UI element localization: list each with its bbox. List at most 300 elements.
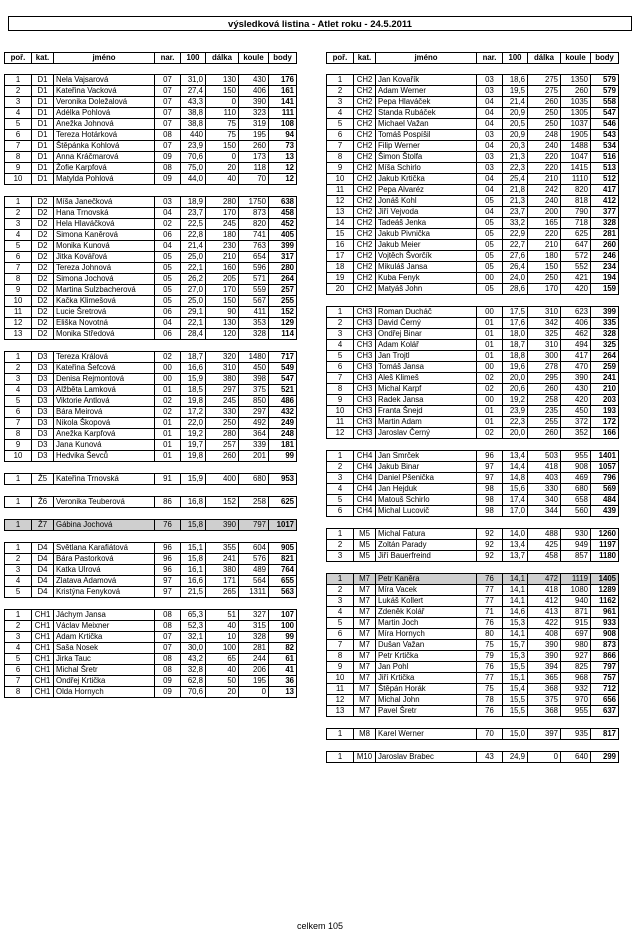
category-cell: CH3: [354, 362, 376, 373]
sprint-100-cell: 22,1: [181, 318, 206, 329]
points-cell: 439: [591, 506, 619, 517]
rank-cell: 3: [327, 551, 354, 562]
points-header: body: [591, 53, 619, 64]
points-cell: 817: [591, 729, 619, 740]
name-cell: Karel Werner: [376, 729, 477, 740]
birth-year-cell: 97: [477, 462, 503, 473]
shot-put-cell: 932: [561, 684, 591, 695]
shot-put-cell: 850: [239, 396, 269, 407]
category-cell: D4: [32, 587, 54, 598]
sprint-100-cell: 21,3: [503, 152, 528, 163]
rank-cell: 1: [327, 529, 354, 540]
shot-put-cell: 1488: [561, 141, 591, 152]
sprint-100-cell: 15,4: [503, 684, 528, 695]
shot-put-cell: 1047: [561, 152, 591, 163]
name-cell: Pavel Šretr: [376, 706, 477, 717]
rank-cell: 6: [5, 407, 32, 418]
birth-year-cell: 01: [477, 351, 503, 362]
result-row: [5, 307, 297, 318]
rank-cell: 2: [5, 86, 32, 97]
result-row: [327, 340, 619, 351]
name-cell: Štěpánka Kohlová: [54, 141, 155, 152]
result-row: [5, 241, 297, 252]
category-cell: CH3: [354, 373, 376, 384]
name-cell: Michael Važan: [376, 119, 477, 130]
group-spacer: [327, 295, 619, 307]
long-jump-cell: 260: [528, 97, 561, 108]
category-cell: M7: [354, 629, 376, 640]
long-jump-cell: 250: [528, 108, 561, 119]
group-spacer: [5, 64, 297, 75]
category-cell: CH2: [354, 284, 376, 295]
long-jump-cell: 418: [528, 462, 561, 473]
long-jump-cell: 295: [528, 373, 561, 384]
shot-put-cell: 398: [239, 374, 269, 385]
header-row: [327, 53, 619, 64]
long-jump-cell: 75: [206, 130, 239, 141]
points-cell: 159: [591, 284, 619, 295]
result-row: [5, 174, 297, 185]
rank-cell: 9: [327, 163, 354, 174]
rank-cell: 7: [327, 640, 354, 651]
long-jump-cell: 90: [206, 307, 239, 318]
result-row: [327, 119, 619, 130]
sprint-100-cell: 75,0: [181, 163, 206, 174]
category-cell: D4: [32, 543, 54, 554]
points-cell: 181: [269, 440, 297, 451]
shot-put-cell: 825: [561, 662, 591, 673]
points-cell: 36: [269, 676, 297, 687]
result-row: [327, 75, 619, 86]
shot-put-cell: 258: [239, 497, 269, 508]
long-jump-cell: 255: [528, 417, 561, 428]
shot-put-cell: 206: [239, 665, 269, 676]
points-cell: 377: [591, 207, 619, 218]
shot-put-cell: 406: [239, 86, 269, 97]
shot-put-cell: 680: [561, 484, 591, 495]
long-jump-cell: 260: [206, 451, 239, 462]
shot-put-cell: 763: [239, 241, 269, 252]
long-jump-cell: 278: [528, 362, 561, 373]
result-row: [327, 684, 619, 695]
name-cell: Michal John: [376, 695, 477, 706]
result-row: [327, 86, 619, 97]
shot-put-cell: 462: [561, 329, 591, 340]
shot-put-cell: 1119: [561, 574, 591, 585]
rank-cell: 18: [327, 262, 354, 273]
sprint-100-cell: 23,9: [503, 406, 528, 417]
sprint-100-cell: 19,2: [503, 395, 528, 406]
points-cell: 1405: [591, 574, 619, 585]
sprint-100-cell: 15,8: [181, 520, 206, 531]
rank-cell: 5: [327, 618, 354, 629]
long-jump-cell: 150: [528, 262, 561, 273]
shot-put-cell: 352: [561, 428, 591, 439]
sprint-100-cell: 17,6: [503, 318, 528, 329]
long-jump-cell: 20: [206, 163, 239, 174]
rank-cell: 3: [5, 565, 32, 576]
category-cell: M7: [354, 695, 376, 706]
long-jump-cell: 220: [528, 229, 561, 240]
sprint-100-cell: 38,8: [181, 119, 206, 130]
long-jump-cell: 210: [528, 174, 561, 185]
rank-cell: 4: [5, 108, 32, 119]
points-cell: 13: [269, 152, 297, 163]
result-row: [5, 497, 297, 508]
result-row: [327, 473, 619, 484]
long-jump-cell: 403: [528, 473, 561, 484]
rank-cell: 13: [327, 207, 354, 218]
result-row: [5, 474, 297, 485]
shot-put-cell: 420: [561, 284, 591, 295]
birth-year-cell: 96: [155, 554, 181, 565]
birth-year-cell: 02: [477, 373, 503, 384]
name-cell: Bára Meirová: [54, 407, 155, 418]
sprint-100-cell: 52,3: [181, 621, 206, 632]
rank-cell: 5: [5, 396, 32, 407]
rank-cell: 12: [5, 318, 32, 329]
points-cell: 521: [269, 385, 297, 396]
rank-cell: 11: [327, 684, 354, 695]
sprint-100-cell: 14,1: [503, 585, 528, 596]
category-cell: CH2: [354, 229, 376, 240]
birth-year-cell: 04: [155, 318, 181, 329]
long-jump-cell: 220: [528, 163, 561, 174]
rank-cell: 13: [5, 329, 32, 340]
name-cell: Martina Sulzbacherová: [54, 285, 155, 296]
birth-year-cell: 96: [477, 451, 503, 462]
points-cell: 264: [591, 351, 619, 362]
rank-cell: 4: [327, 108, 354, 119]
long-jump-cell: 390: [528, 640, 561, 651]
long-jump-cell: 130: [206, 75, 239, 86]
points-cell: 161: [269, 86, 297, 97]
category-cell: M8: [354, 729, 376, 740]
result-row: [327, 729, 619, 740]
sprint-100-cell: 24,9: [503, 752, 528, 763]
long-jump-cell: 310: [528, 340, 561, 351]
birth-year-cell: 02: [155, 407, 181, 418]
birth-year-cell: 05: [477, 218, 503, 229]
birth-year-cell: 04: [155, 241, 181, 252]
group-spacer: [327, 717, 619, 729]
shot-put-cell: 927: [561, 651, 591, 662]
shot-put-cell: 818: [561, 196, 591, 207]
result-row: [5, 274, 297, 285]
points-cell: 172: [591, 417, 619, 428]
category-header: kat.: [32, 53, 54, 64]
category-cell: CH2: [354, 152, 376, 163]
result-row: [5, 329, 297, 340]
birth-year-cell: 04: [477, 185, 503, 196]
sprint-100-cell: 43,3: [181, 97, 206, 108]
shot-put-cell: 492: [239, 418, 269, 429]
points-cell: 399: [591, 307, 619, 318]
long-jump-cell: 235: [528, 406, 561, 417]
page-title: výsledková listina - Atlet roku - 24.5.2011: [8, 16, 632, 31]
result-row: [5, 576, 297, 587]
rank-cell: 1: [327, 75, 354, 86]
category-cell: CH3: [354, 384, 376, 395]
result-row: [5, 263, 297, 274]
result-row: [327, 229, 619, 240]
shot-put-cell: 390: [239, 97, 269, 108]
shot-put-cell: 820: [561, 185, 591, 196]
sprint-100-cell: 70,6: [181, 687, 206, 698]
birth-year-cell: 80: [477, 629, 503, 640]
sprint-100-cell: 27,0: [181, 285, 206, 296]
rank-cell: 6: [5, 130, 32, 141]
sprint-100-cell: 28,6: [503, 284, 528, 295]
shot-put-cell: 970: [561, 695, 591, 706]
rank-cell: 8: [327, 651, 354, 662]
points-cell: 458: [269, 208, 297, 219]
points-cell: 961: [591, 607, 619, 618]
sprint-100-cell: 17,0: [503, 506, 528, 517]
name-cell: Tereza Johnová: [54, 263, 155, 274]
sprint-100-cell: 16,8: [181, 497, 206, 508]
shot-put-cell: 552: [561, 262, 591, 273]
name-cell: Saša Nosek: [54, 643, 155, 654]
category-cell: D3: [32, 396, 54, 407]
sprint-100-cell: 15,0: [503, 729, 528, 740]
long-jump-cell: 170: [206, 285, 239, 296]
name-cell: Roman Ducháč: [376, 307, 477, 318]
points-cell: 108: [269, 119, 297, 130]
result-row: [5, 451, 297, 462]
long-jump-cell: 245: [206, 396, 239, 407]
rank-cell: 12: [327, 695, 354, 706]
birth-year-cell: 07: [155, 86, 181, 97]
birth-year-cell: 05: [155, 285, 181, 296]
sprint-100-cell: 20,9: [503, 108, 528, 119]
rank-cell: 16: [327, 240, 354, 251]
sprint-100-cell: 22,0: [181, 418, 206, 429]
category-cell: D2: [32, 219, 54, 230]
sprint-100-cell: 18,5: [181, 385, 206, 396]
shot-put-cell: 741: [239, 230, 269, 241]
name-cell: Simona Jochová: [54, 274, 155, 285]
result-row: [5, 108, 297, 119]
rank-cell: 1: [5, 197, 32, 208]
category-cell: D2: [32, 197, 54, 208]
category-cell: M7: [354, 618, 376, 629]
long-jump-cell: 380: [206, 374, 239, 385]
long-jump-cell: 150: [206, 296, 239, 307]
points-cell: 13: [269, 687, 297, 698]
birth-year-cell: 01: [477, 417, 503, 428]
points-cell: 193: [591, 406, 619, 417]
points-cell: 569: [591, 484, 619, 495]
category-cell: M5: [354, 540, 376, 551]
name-cell: Jakub Binar: [376, 462, 477, 473]
result-row: [5, 208, 297, 219]
name-header: jméno: [376, 53, 477, 64]
category-cell: Ž6: [32, 497, 54, 508]
sprint-100-cell: 38,8: [181, 108, 206, 119]
name-cell: Míša Janečková: [54, 197, 155, 208]
sprint-100-cell: 17,5: [503, 307, 528, 318]
long-jump-cell: 250: [528, 273, 561, 284]
birth-year-cell: 09: [155, 174, 181, 185]
result-row: [327, 651, 619, 662]
rank-cell: 14: [327, 218, 354, 229]
shot-put-cell: 339: [239, 440, 269, 451]
category-cell: CH2: [354, 97, 376, 108]
sprint-100-cell: 15,6: [503, 484, 528, 495]
shot-put-cell: 1350: [561, 75, 591, 86]
rank-cell: 11: [5, 307, 32, 318]
long-jump-cell: 40: [206, 174, 239, 185]
sprint-100-cell: 31,0: [181, 75, 206, 86]
rank-cell: 11: [327, 185, 354, 196]
category-cell: M5: [354, 529, 376, 540]
long-jump-cell: 165: [528, 218, 561, 229]
long-jump-cell: 275: [528, 75, 561, 86]
shot-put-cell: 820: [239, 219, 269, 230]
result-row: [327, 417, 619, 428]
points-cell: 61: [269, 654, 297, 665]
result-row: [327, 251, 619, 262]
rank-cell: 11: [327, 417, 354, 428]
points-cell: 141: [269, 97, 297, 108]
rank-cell: 9: [5, 163, 32, 174]
points-cell: 264: [269, 274, 297, 285]
points-cell: 579: [591, 86, 619, 97]
shot-put-cell: 930: [561, 529, 591, 540]
rank-cell: 2: [327, 585, 354, 596]
result-row: [327, 307, 619, 318]
name-cell: Jan Trojtl: [376, 351, 477, 362]
sprint-100-cell: 15,9: [181, 374, 206, 385]
shot-put-cell: 797: [239, 520, 269, 531]
category-cell: M5: [354, 551, 376, 562]
name-cell: David Černý: [376, 318, 477, 329]
category-cell: CH3: [354, 340, 376, 351]
rank-cell: 3: [5, 219, 32, 230]
birth-year-cell: 00: [477, 273, 503, 284]
result-row: [5, 429, 297, 440]
result-row: [327, 108, 619, 119]
name-cell: Míša Schirlo: [376, 163, 477, 174]
points-cell: 129: [269, 318, 297, 329]
long-jump-cell: 10: [206, 632, 239, 643]
points-cell: 452: [269, 219, 297, 230]
result-row: [327, 451, 619, 462]
rank-cell: 6: [327, 362, 354, 373]
rank-cell: 8: [5, 687, 32, 698]
category-cell: CH2: [354, 273, 376, 284]
category-cell: M7: [354, 596, 376, 607]
result-row: [5, 352, 297, 363]
name-cell: Jakub Pivnička: [376, 229, 477, 240]
birth-year-cell: 01: [477, 340, 503, 351]
result-row: [327, 351, 619, 362]
result-row: [327, 273, 619, 284]
result-row: [327, 662, 619, 673]
name-cell: Pepa Alvaréz: [376, 185, 477, 196]
points-cell: 712: [591, 684, 619, 695]
shot-put-cell: 390: [561, 373, 591, 384]
long-jump-cell: 488: [528, 529, 561, 540]
rank-cell: 3: [327, 97, 354, 108]
long-jump-cell: 260: [528, 384, 561, 395]
points-cell: 908: [591, 629, 619, 640]
long-jump-cell: 150: [206, 86, 239, 97]
birth-year-cell: 92: [477, 551, 503, 562]
result-row: [5, 407, 297, 418]
points-cell: 546: [591, 119, 619, 130]
result-row: [5, 418, 297, 429]
shot-put-cell: 940: [561, 596, 591, 607]
points-cell: 953: [269, 474, 297, 485]
shot-put-cell: 297: [239, 407, 269, 418]
name-cell: Monika Středová: [54, 329, 155, 340]
rank-cell: 6: [5, 252, 32, 263]
long-jump-cell: 330: [528, 484, 561, 495]
points-cell: 176: [269, 75, 297, 86]
birth-year-cell: 02: [155, 396, 181, 407]
rank-cell: 4: [327, 340, 354, 351]
result-row: [327, 174, 619, 185]
birth-year-cell: 75: [477, 684, 503, 695]
long-jump-cell: 394: [528, 662, 561, 673]
shot-put-cell: 1415: [561, 163, 591, 174]
shot-put-cell: 406: [561, 318, 591, 329]
shot-put-cell: 450: [239, 363, 269, 374]
rank-cell: 8: [5, 429, 32, 440]
points-cell: 100: [269, 621, 297, 632]
points-cell: 299: [591, 752, 619, 763]
birth-year-cell: 01: [477, 329, 503, 340]
points-cell: 73: [269, 141, 297, 152]
result-row: [327, 484, 619, 495]
birth-year-cell: 77: [477, 673, 503, 684]
rank-cell: 8: [5, 152, 32, 163]
name-cell: Daniel Pšenička: [376, 473, 477, 484]
result-row: [5, 285, 297, 296]
points-cell: 325: [591, 340, 619, 351]
group-spacer: [5, 598, 297, 610]
shot-put-cell: 572: [561, 251, 591, 262]
name-cell: Olda Hornych: [54, 687, 155, 698]
result-row: [327, 551, 619, 562]
category-cell: M10: [354, 752, 376, 763]
points-cell: 513: [591, 163, 619, 174]
long-jump-cell: 280: [206, 197, 239, 208]
birth-year-cell: 76: [477, 662, 503, 673]
sprint-100-cell: 23,7: [181, 208, 206, 219]
shot-put-cell: 955: [561, 706, 591, 717]
points-cell: 558: [591, 97, 619, 108]
birth-year-cell: 03: [477, 75, 503, 86]
rank-cell: 5: [327, 119, 354, 130]
name-cell: Anna Kráčmarová: [54, 152, 155, 163]
name-cell: Žofie Karpfová: [54, 163, 155, 174]
long-jump-cell: 205: [206, 274, 239, 285]
points-cell: 717: [269, 352, 297, 363]
sprint-100-cell: 17,4: [503, 495, 528, 506]
rank-cell: 6: [327, 506, 354, 517]
name-cell: Václav Meixner: [54, 621, 155, 632]
shot-put-cell: 319: [239, 119, 269, 130]
long-jump-cell: 220: [528, 152, 561, 163]
sprint-100-cell: 18,7: [181, 352, 206, 363]
name-cell: Aleš Klimeš: [376, 373, 477, 384]
category-cell: M7: [354, 684, 376, 695]
name-cell: Zdeněk Kolář: [376, 607, 477, 618]
shot-put-cell: 980: [561, 640, 591, 651]
